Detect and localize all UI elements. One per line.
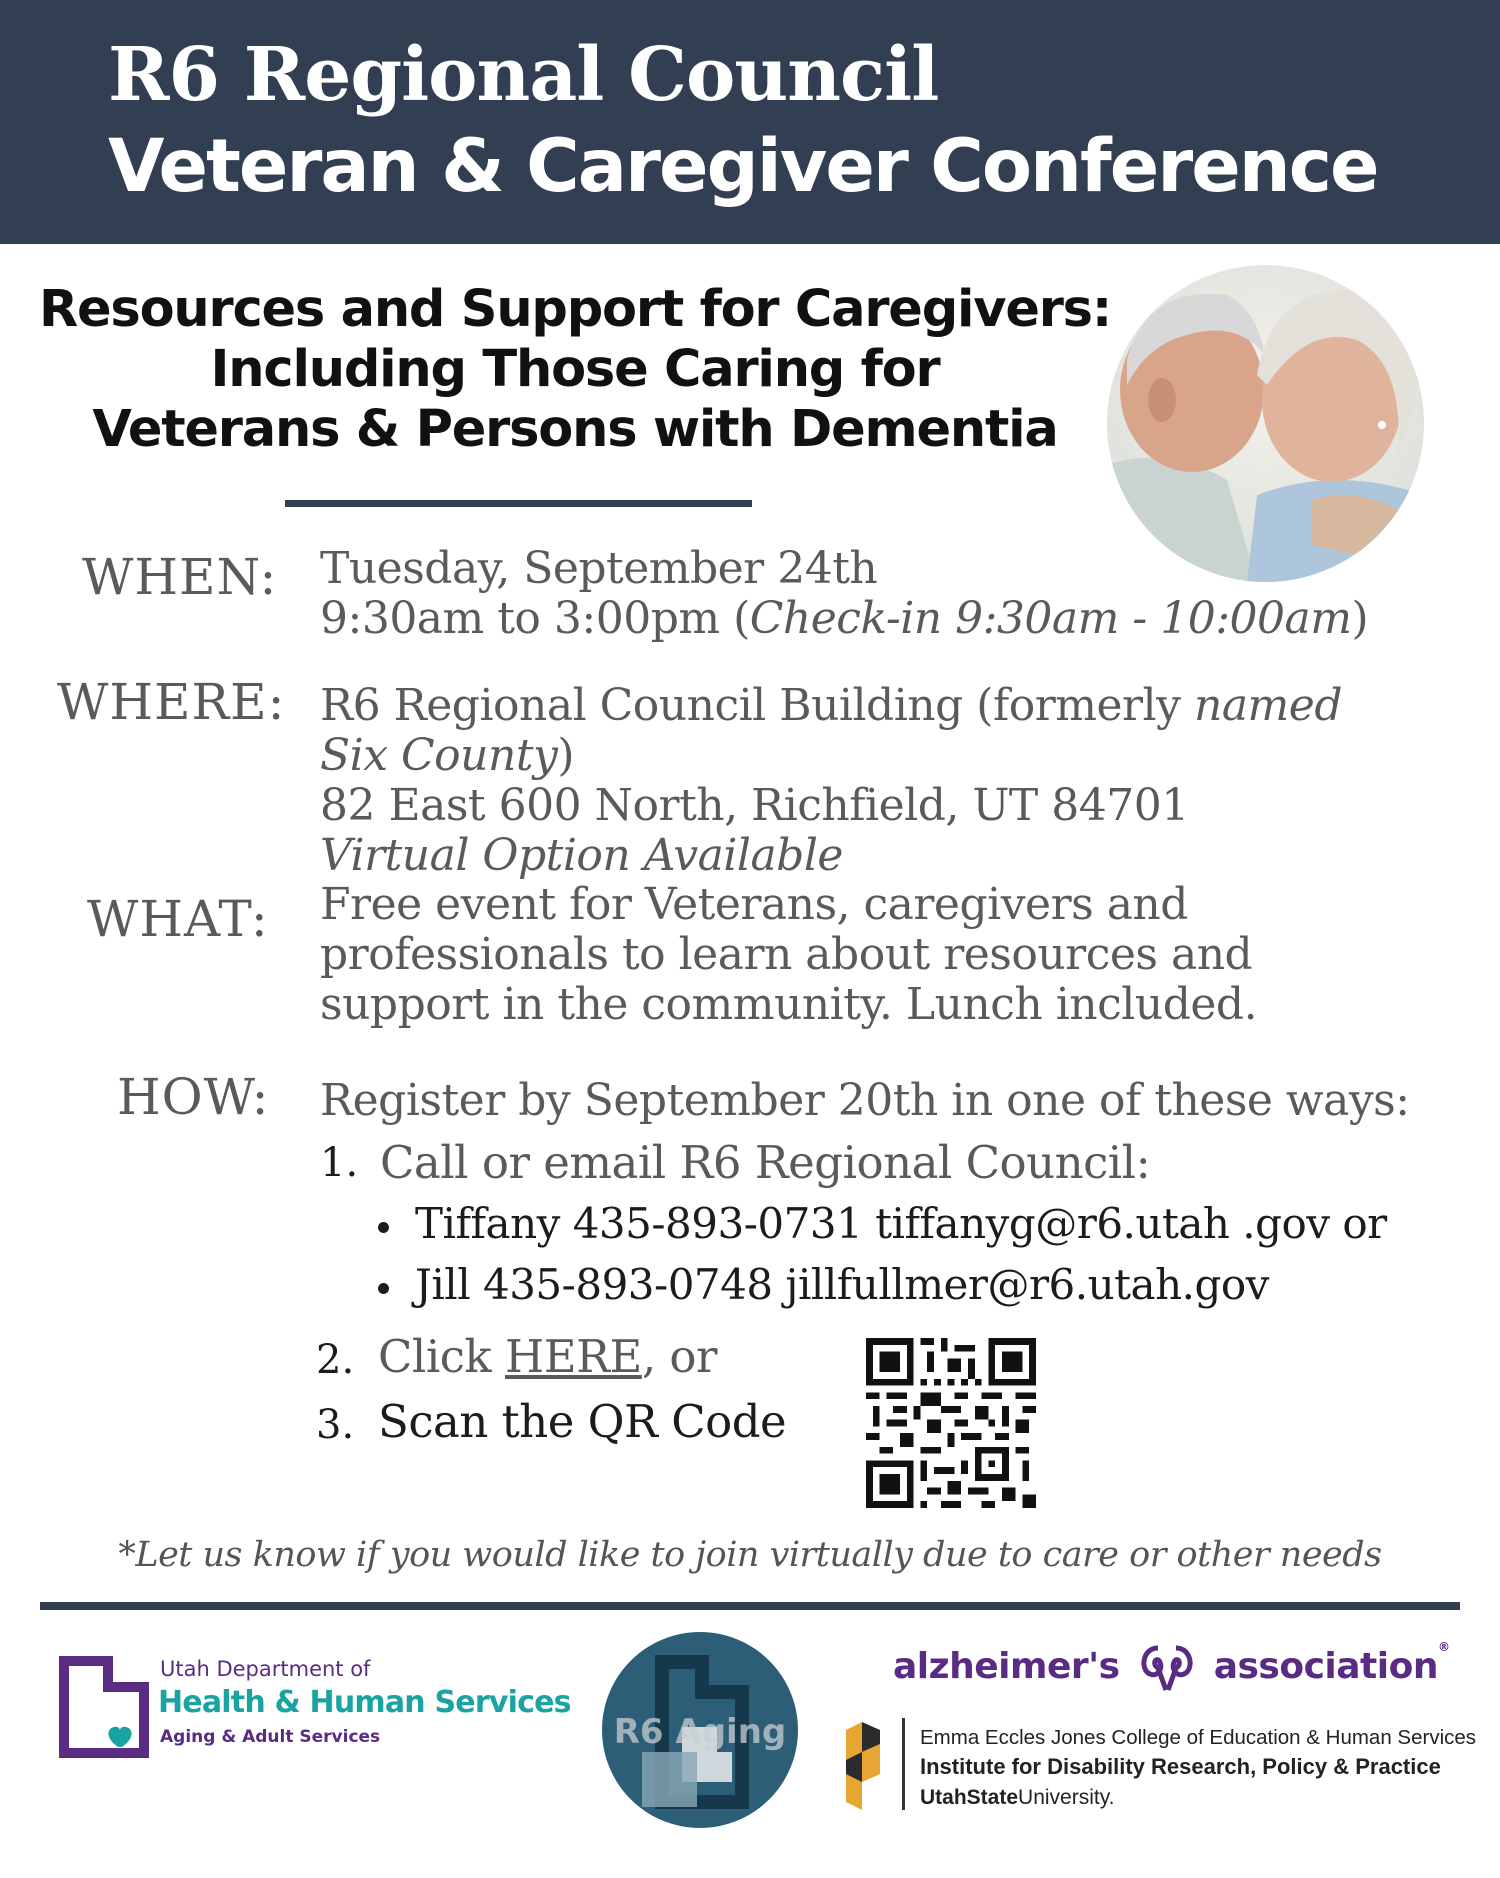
r6-aging-text: R6 Aging <box>613 1712 787 1752</box>
subtitle-line-3: Veterans & Persons with Dementia <box>92 400 1058 459</box>
when-time: 9:30am to 3:00pm (Check-in 9:30am - 10:00am) <box>320 593 1369 644</box>
bullet-icon <box>378 1222 389 1233</box>
when-date: Tuesday, September 24th <box>320 543 878 594</box>
contact-tiffany: Tiffany 435-893-0731 tiffanyg@r6.utah .gov or <box>378 1199 1387 1248</box>
qr-code[interactable] <box>866 1338 1036 1508</box>
footer-divider <box>40 1602 1460 1610</box>
utah-dept-text: Utah Department of <box>160 1657 371 1681</box>
what-label: WHAT: <box>87 890 269 948</box>
alz-brain-icon <box>1136 1640 1198 1696</box>
item-2-text: Click HERE, or <box>378 1330 718 1383</box>
utah-dhhs-logo <box>58 1655 598 1765</box>
alz-right-text: association <box>1213 1646 1438 1687</box>
usu-college-text: Emma Eccles Jones College of Education & Human Services <box>920 1726 1477 1749</box>
checkin-time: Check-in 9:30am - 10:00am <box>749 593 1352 644</box>
where-label: WHERE: <box>57 673 286 731</box>
title-line-2: Veteran & Caregiver Conference <box>108 124 1378 209</box>
header-banner <box>0 0 1500 244</box>
r6-aging-logo <box>602 1632 798 1828</box>
heart-icon <box>108 1727 131 1747</box>
usu-logo <box>840 1718 1477 1828</box>
virtual-note: *Let us know if you would like to join virtually due to care or other needs <box>118 1535 1382 1575</box>
what-line-1: Free event for Veterans, caregivers and <box>320 879 1188 930</box>
item-3-text: Scan the QR Code <box>378 1395 787 1448</box>
section-divider <box>285 500 752 507</box>
usu-institute-text: Institute for Disability Research, Policy & Practice <box>920 1754 1441 1779</box>
alz-left-text: alzheimer's <box>893 1646 1120 1687</box>
what-line-2: professionals to learn about resources and <box>320 929 1253 980</box>
item-3-number: 3. <box>316 1402 355 1448</box>
utah-hhs-text: Health & Human Services <box>158 1685 571 1720</box>
usu-ribbon-icon <box>840 1720 886 1812</box>
subtitle-line-1: Resources and Support for Caregivers: <box>38 280 1112 339</box>
where-six-county: Six County) <box>320 730 575 781</box>
where-address: 82 East 600 North, Richfield, UT 84701 <box>320 780 1189 831</box>
contact-jill: Jill 435-893-0748 jillfullmer@r6.utah.gov <box>378 1260 1269 1309</box>
register-here-link[interactable]: HERE <box>505 1330 642 1383</box>
bullet-icon <box>378 1283 389 1294</box>
title-line-1: R6 Regional Council <box>108 32 939 118</box>
how-label: HOW: <box>117 1068 270 1126</box>
where-building: R6 Regional Council Building (formerly named <box>320 680 1342 731</box>
when-label: WHEN: <box>82 548 278 606</box>
subtitle <box>30 280 1120 460</box>
item-2-number: 2. <box>316 1337 355 1383</box>
what-line-3: support in the community. Lunch included. <box>320 979 1258 1030</box>
utah-aging-text: Aging & Adult Services <box>160 1727 381 1747</box>
item-1-number: 1. <box>320 1140 359 1186</box>
where-virtual: Virtual Option Available <box>320 830 843 881</box>
usu-name-text: UtahStateUniversity. <box>920 1786 1115 1809</box>
how-intro: Register by September 20th in one of these ways: <box>320 1075 1410 1126</box>
alzheimers-logo: alzheimer's association® <box>893 1640 1449 1696</box>
item-1-text: Call or email R6 Regional Council: <box>380 1136 1151 1189</box>
couple-photo <box>1107 265 1424 582</box>
subtitle-line-2: Including Those Caring for <box>210 340 940 399</box>
